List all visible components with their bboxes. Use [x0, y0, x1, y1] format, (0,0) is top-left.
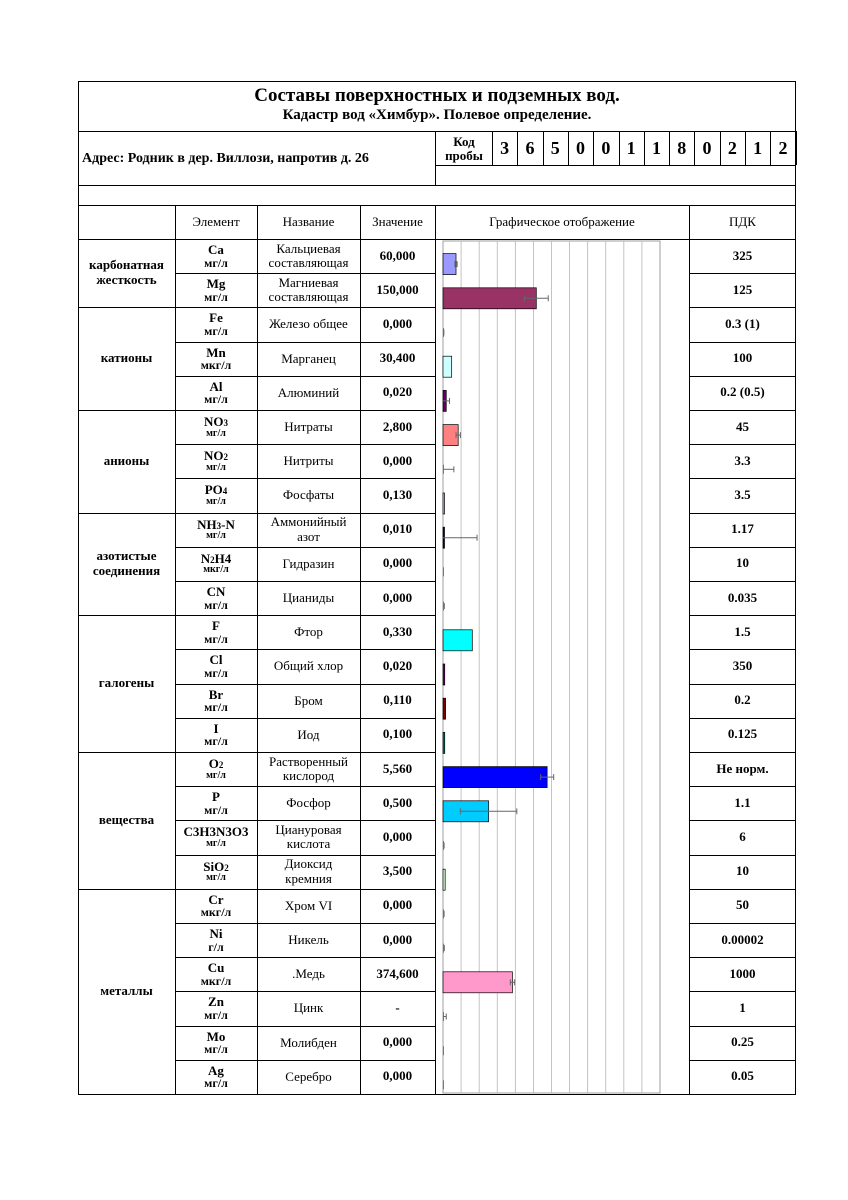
element-name: Циануровая кислота: [275, 822, 342, 852]
bar-I: [443, 732, 445, 753]
element-pdk: 1.1: [734, 794, 751, 810]
element-pdk: 0.2: [734, 692, 751, 708]
element-symbol-main: Zn: [208, 994, 224, 1010]
element-symbol-main: O: [208, 756, 219, 772]
element-symbol-subscript: 3: [216, 520, 222, 531]
element-symbol-main: P: [212, 789, 220, 805]
element-pdk: 0.2 (0.5): [720, 384, 765, 400]
element-cell: [175, 376, 257, 410]
element-value: 0,330: [382, 623, 413, 639]
element-cell: [175, 478, 257, 512]
element-symbol-main: NO: [204, 448, 224, 464]
element-name: Молибден: [280, 1034, 337, 1050]
element-pdk: 0.00002: [721, 931, 764, 947]
element-name: Марганец: [281, 350, 336, 366]
element-name: Серебро: [285, 1068, 332, 1084]
element-unit: мг/л: [206, 427, 226, 439]
bar-Mg: [443, 288, 536, 309]
element-symbol-subscript: 2: [223, 452, 228, 463]
element-pdk: 10: [736, 863, 749, 879]
element-cell: [175, 307, 257, 341]
element-name: Нитраты: [284, 418, 333, 434]
element-unit: мг/л: [204, 700, 228, 715]
code-digit: 0: [702, 138, 712, 159]
element-symbol: [208, 1064, 224, 1078]
bar-Mn: [443, 356, 452, 377]
element-value: 0,000: [382, 589, 413, 605]
element-cell: [175, 923, 257, 957]
element-symbol: [212, 619, 220, 633]
element-name: Кальциевая составляющая: [268, 240, 349, 271]
element-value: 0,020: [382, 384, 413, 400]
element-unit: мг/л: [204, 1076, 228, 1091]
element-unit: мг/л: [204, 597, 228, 612]
element-symbol: [197, 518, 235, 532]
element-unit: мкг/л: [200, 973, 232, 988]
element-cell: [175, 239, 257, 273]
column-header-value: Значение: [372, 214, 423, 230]
element-name: Общий хлор: [273, 658, 344, 674]
element-value: 0,000: [382, 452, 413, 468]
element-symbol-subscript: 2: [224, 862, 229, 873]
element-symbol: [203, 860, 228, 874]
element-symbol: [208, 995, 224, 1009]
element-cell: [175, 991, 257, 1025]
page-subtitle: Кадастр вод «Химбур». Полевое определение.: [282, 107, 592, 124]
element-symbol-main: Al: [209, 378, 223, 394]
element-pdk: 125: [732, 281, 753, 297]
element-pdk: 0.125: [727, 726, 758, 742]
element-symbol: [204, 449, 228, 463]
element-name: Хром VI: [284, 897, 333, 913]
element-symbol-main: NH: [197, 516, 217, 532]
code-digit-divider: [796, 131, 797, 165]
element-pdk: 0.25: [731, 1034, 754, 1050]
group-divider: [78, 752, 175, 753]
element-value: 374,600: [376, 965, 419, 981]
column-header-graph: Графическое отображение: [489, 214, 635, 230]
element-symbol: [210, 653, 223, 667]
element-symbol-main: Ni: [209, 925, 223, 941]
element-cell: [175, 786, 257, 820]
element-unit: мг/л: [204, 1042, 228, 1057]
element-value: 0,500: [382, 794, 413, 810]
element-value: 3,500: [382, 863, 413, 879]
element-symbol-suffix: -N: [221, 516, 235, 532]
element-value: 0,130: [382, 487, 413, 503]
element-symbol: [208, 961, 225, 975]
element-value: 150,000: [376, 281, 419, 297]
element-name: Никель: [288, 931, 329, 947]
element-symbol-subscript: 2: [210, 554, 215, 565]
element-name: Нитриты: [283, 453, 334, 469]
element-unit: мг/л: [204, 666, 228, 680]
element-pdk: 0.05: [731, 1068, 754, 1084]
element-value: 30,400: [379, 350, 416, 366]
code-digit: 5: [550, 138, 560, 159]
element-unit: мг/л: [204, 392, 228, 407]
element-unit: мг/л: [206, 769, 226, 781]
element-pdk: 3.5: [734, 487, 751, 503]
element-value: -: [395, 1000, 400, 1016]
bar-O2: [443, 767, 547, 788]
column-header-element: Элемент: [192, 214, 240, 230]
page-title: Составы поверхностных и подземных вод.: [254, 85, 620, 107]
element-symbol-main: Ca: [208, 241, 224, 257]
element-cell: [175, 820, 257, 854]
bar-SiO2: [443, 869, 445, 890]
element-symbol: [201, 552, 232, 566]
element-pdk: 1000: [729, 965, 756, 981]
element-cell: [175, 1060, 257, 1094]
element-symbol-main: PO: [204, 482, 223, 498]
group-divider: [78, 889, 175, 890]
element-unit: мг/л: [206, 872, 226, 884]
element-value: 60,000: [379, 247, 416, 263]
element-name: Фосфаты: [282, 487, 335, 503]
code-label: Код пробы: [445, 133, 483, 163]
element-pdk: 1: [739, 1000, 746, 1016]
element-symbol-main: Cl: [209, 652, 223, 668]
element-unit: мкг/л: [200, 358, 232, 373]
element-pdk: 350: [732, 658, 753, 674]
element-pdk: 0.3 (1): [725, 316, 760, 332]
element-value: 0,100: [382, 726, 413, 742]
address-label: Адрес: Родник в дер. Виллози, напротив д. 26: [82, 150, 369, 166]
bar-PO4: [443, 493, 445, 514]
element-name: Фосфор: [286, 795, 331, 811]
element-symbol-main: N: [200, 550, 211, 566]
element-unit: мкг/л: [200, 905, 232, 920]
element-cell: [175, 649, 257, 683]
element-symbol: [210, 380, 223, 394]
element-symbol: [206, 346, 226, 360]
element-value: 0,010: [382, 521, 413, 537]
element-value: 0,000: [382, 897, 413, 913]
element-symbol-main: Cu: [207, 960, 225, 976]
element-symbol-suffix: H4: [214, 550, 232, 566]
element-pdk: 325: [732, 247, 753, 263]
element-value: 0,000: [382, 316, 413, 332]
element-unit: мг/л: [204, 734, 228, 749]
group-label: азотистые соединения: [92, 547, 161, 578]
code-digit: 8: [677, 138, 687, 159]
element-value: 0,000: [382, 1068, 413, 1084]
element-cell: [175, 513, 257, 547]
header-divider: [78, 185, 796, 186]
element-value: 0,020: [382, 658, 413, 674]
element-symbol-main: Mn: [206, 344, 226, 360]
code-digit: 0: [601, 138, 611, 159]
bar-Cl: [443, 664, 445, 685]
group-label: галогены: [98, 675, 155, 691]
element-symbol: [208, 893, 223, 907]
element-cell: [175, 684, 257, 718]
group-label: анионы: [103, 452, 150, 468]
bar-F: [443, 630, 472, 651]
bar-Cu: [443, 972, 512, 993]
element-unit: мг/л: [204, 802, 228, 817]
code-digit: 0: [576, 138, 586, 159]
element-symbol-main: Cr: [208, 891, 224, 907]
element-symbol-main: Ag: [208, 1062, 224, 1078]
element-unit: мг/л: [204, 324, 228, 338]
element-symbol: [213, 722, 218, 736]
code-digit: 1: [651, 138, 661, 159]
element-value: 0,000: [382, 555, 413, 571]
element-symbol: [209, 688, 223, 702]
element-name: Фтор: [294, 624, 323, 640]
element-name: Алюминий: [277, 384, 340, 400]
element-pdk: 3.3: [734, 452, 751, 468]
group-label: карбонатная жесткость: [89, 257, 164, 288]
element-symbol: [207, 585, 226, 599]
code-digit: 2: [727, 138, 737, 159]
element-name: .Медь: [292, 966, 325, 982]
column-header-pdk: ПДК: [729, 214, 756, 230]
element-cell: [175, 718, 257, 752]
element-cell: [175, 547, 257, 581]
element-name: Растворенный кислород: [269, 753, 348, 784]
element-symbol: [207, 277, 226, 291]
element-name: Бром: [294, 692, 323, 708]
element-symbol: [209, 757, 224, 771]
element-cell: [175, 957, 257, 991]
element-unit: мг/л: [206, 838, 226, 850]
group-label: вещества: [98, 811, 155, 827]
element-pdk: 45: [736, 418, 749, 434]
group-divider: [78, 615, 175, 616]
element-pdk: 50: [736, 897, 749, 913]
element-unit: мг/л: [206, 461, 226, 473]
element-symbol-main: I: [213, 720, 219, 736]
element-name: Цианиды: [282, 589, 335, 605]
element-symbol: [204, 415, 228, 429]
element-unit: мг/л: [204, 1008, 228, 1022]
code-bottom-line: [435, 165, 796, 166]
element-symbol: [208, 243, 224, 257]
element-cell: [175, 752, 257, 786]
group-divider: [78, 307, 175, 308]
group-divider: [78, 410, 175, 411]
element-cell: [175, 342, 257, 376]
element-symbol: [207, 1030, 226, 1044]
element-symbol-main: NO: [204, 414, 224, 430]
element-symbol: [205, 483, 228, 497]
element-value: 0,000: [382, 931, 413, 947]
element-symbol-main: Mg: [206, 276, 226, 292]
element-pdk: Не норм.: [716, 760, 769, 776]
element-name: Цинк: [293, 1000, 324, 1016]
element-symbol: [209, 311, 223, 325]
element-cell: [175, 581, 257, 615]
element-unit: мкг/л: [203, 564, 229, 576]
element-cell: [175, 855, 257, 889]
element-symbol-subscript: 2: [218, 760, 224, 771]
element-cell: [175, 889, 257, 923]
element-pdk: 10: [736, 555, 749, 571]
element-name: Аммонийный азот: [270, 514, 347, 544]
element-pdk: 0.035: [727, 589, 758, 605]
element-cell: [175, 1026, 257, 1060]
column-header-name: Название: [282, 214, 335, 230]
element-symbol-subscript: 3: [223, 418, 228, 429]
code-digit: 1: [753, 138, 763, 159]
code-digit: 3: [500, 138, 510, 159]
element-unit: мг/л: [204, 289, 228, 304]
element-pdk: 100: [732, 350, 753, 366]
element-symbol-subscript: 4: [222, 486, 228, 497]
group-divider: [78, 513, 175, 514]
bar-Br: [443, 698, 446, 719]
code-digit: 2: [778, 138, 788, 159]
element-symbol-main: C3H3N3O3: [183, 824, 249, 840]
element-pdk: 1.5: [734, 623, 751, 639]
element-pdk: 1.17: [731, 521, 754, 537]
element-unit: мг/л: [204, 255, 228, 270]
code-digit: 6: [525, 138, 535, 159]
element-symbol-main: CN: [206, 583, 226, 599]
element-unit: мг/л: [206, 530, 226, 542]
element-unit: мг/л: [204, 631, 228, 646]
group-label: катионы: [100, 350, 153, 366]
element-symbol-main: Mo: [206, 1028, 226, 1044]
element-unit: г/л: [208, 939, 224, 954]
element-name: Железо общее: [269, 316, 348, 332]
element-value: 0,000: [382, 1034, 413, 1050]
bar-Ca: [443, 254, 456, 275]
element-name: Иод: [297, 726, 320, 742]
element-unit: мг/л: [206, 496, 226, 508]
element-cell: [175, 273, 257, 307]
element-symbol: [184, 825, 249, 839]
element-cell: [175, 615, 257, 649]
element-value: 0,110: [383, 692, 412, 708]
element-symbol-main: Fe: [209, 310, 223, 326]
code-digit: 1: [626, 138, 636, 159]
element-symbol: [210, 927, 223, 941]
element-symbol: [212, 790, 220, 804]
element-value: 2,800: [382, 418, 413, 434]
bar-chart: [435, 239, 688, 1097]
element-symbol-main: SiO: [203, 858, 225, 874]
element-value: 0,000: [382, 829, 413, 845]
element-value: 5,560: [382, 760, 413, 776]
element-name: Диоксид кремния: [284, 856, 333, 886]
element-symbol-main: Br: [208, 686, 224, 702]
element-name: Магниевая составляющая: [268, 274, 349, 305]
element-cell: [175, 410, 257, 444]
element-symbol-main: F: [212, 618, 220, 634]
element-pdk: 6: [739, 829, 746, 845]
group-label: металлы: [100, 982, 153, 998]
element-name: Гидразин: [282, 555, 335, 571]
element-cell: [175, 444, 257, 478]
